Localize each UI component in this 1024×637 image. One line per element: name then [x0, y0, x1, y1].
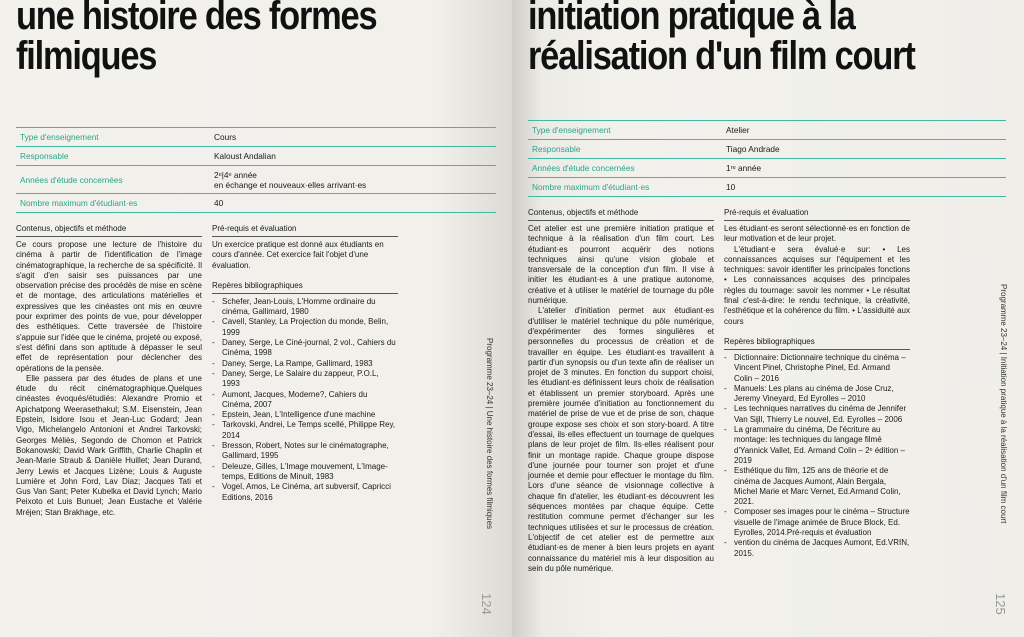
contenus-column [16, 224, 202, 518]
paragraph: L'atelier d'initiation permet aux étudiant·es d'utiliser le matériel technique du pôle numérique, d'expérimenter des formes singulières et personnelles du processus de création et de travailler en équipe. Les étudiant·es travaillent à partir d'un synopsis ou d'un texte afin de réaliser un projet de 3 minutes. En fonction du support choisi, les étudiant·es définissent leurs choix de réalisation et établissent un premier storyboard. Après une première journée d'initiation au fonctionnement du matériel de prise de vue et de prise de son, chaque groupe expose ses choix et son story-board. A titre d'essai, ils·elles effectuent un tournage de quelques plans de leur projet de film. Ils·elles réalisent pour finir un montage rapide. Chaque groupe dispose d'une journée pour tourner son projet et d'une journée et demie pour effectuer le montage du film. Lors d'une séance de visionnage collective à chaque fin d'atelier, les étudiant·es découvrent les séquences montées par chaque équipe. Cette restitution commune permet d'échanger sur les techniques utilisées et sur le processus de création. L'objectif de cet atelier est de permettre aux étudiant·es de mener à bien leurs projets en ayant connaissance du matériel mis à leur disposition au sein du pôle numérique. [528, 306, 714, 573]
section-heading: Contenus, objectifs et méthode [528, 208, 714, 221]
list-item: - Epstein, Jean, L'Intelligence d'une machine [212, 410, 398, 420]
info-label: Type d'enseignement [532, 125, 611, 135]
running-header: Programme 23–24 | Initiation pratique à la réalisation d'un film court [999, 284, 1008, 524]
list-item: - La grammaire du cinéma, De l'écriture au montage: les techniques du langage filmé d'Yannick Vallet, Ed. Armand Colin – 2ᵉ édition – 2019 [724, 425, 910, 466]
running-header: Programme 23–24 | Une histoire des formes filmiques [485, 338, 494, 530]
prerequis-column [724, 208, 910, 559]
section-heading: Repères bibliographiques [212, 281, 398, 294]
contenus-column [528, 208, 714, 574]
section-heading: Contenus, objectifs et méthode [16, 224, 202, 237]
section-heading: Pré-requis et évaluation [724, 208, 910, 221]
page-number: 125 [993, 593, 1008, 615]
list-item: - Esthétique du film, 125 ans de théorie et de cinéma de Jacques Aumont, Alain Bergala, Michel Marie et Marc Vernet, Ed.Armand Colin, 2021. [724, 466, 910, 507]
list-item: - Manuels: Les plans au cinéma de Jose Cruz, Jeremy Vineyard, Ed Eyrolles – 2010 [724, 384, 910, 405]
info-row-type [16, 128, 496, 147]
course-title [528, 0, 915, 76]
paragraph: Elle passera par des études de plans et une étude du récit cinématographique.Quelques cinéastes évoqués/étudiés: Alexandre Promio et Apichatpong Weerasethakul; S.M. Eisenstein, Jean Epstein, Isidore Isou et Jean-Luc Godard; Jean Vigo, Michelangelo Antonioni et Andrei Tarkovski; Georges Méliès, Segondo de Chomon et Patrick Bokanowski; David Wark Griffith, Charlie Chaplin et Jean-Marie Straub & Danièle Huillet; Jean Durand, Jerry Lewis et Jacques Lizène; Louis & Auguste Lumière et John Ford, Lav Diaz; Jacques Tati et Gus Van Sant; Peter Kubelka et David Lynch; Mario Peixoto et Luis Bunuel; Jean Eustache et Valérie Mréjen; Stan Brakhage, etc. [16, 373, 202, 517]
info-value: 2ᵉ|4ᵉ année en échange et nouveaux·elles arrivant·es [214, 170, 367, 190]
paragraph: Un exercice pratique est donné aux étudiants en cours d'année. Cet exercice fait l'objet d'une évaluation. [212, 240, 384, 270]
info-row-max-students [16, 194, 496, 213]
paragraph: Cet atelier est une première initiation pratique et technique à la réalisation d'un film court. Les étudiant·es pourront acquérir des notions techniques ainsi qu'une vision globale et transversale de la conception d'un film. Il vise à initier les étudiant·es à une pratique autonome, créative et à utiliser le matériel de tournage du pôle numérique. [528, 224, 714, 306]
info-value: 1ʳᵉ année [726, 163, 762, 173]
info-value: Atelier [726, 125, 750, 135]
info-value: 10 [726, 182, 736, 192]
course-title [16, 0, 376, 76]
info-label: Type d'enseignement [20, 132, 99, 142]
list-item: - Daney, Serge, Le Salaire du zappeur, P.O.L, 1993 [212, 369, 398, 390]
list-item: - Daney, Serge, Le Ciné-journal, 2 vol., Cahiers du Cinéma, 1998 [212, 338, 398, 359]
course-info-table [528, 120, 1006, 197]
list-item: - Vogel, Amos, Le Cinéma, art subversif, Capricci Editions, 2016 [212, 482, 398, 503]
page-number: 124 [479, 593, 494, 615]
info-label: Responsable [532, 144, 581, 154]
list-item: - Bresson, Robert, Notes sur le cinématographe, Gallimard, 1995 [212, 441, 398, 462]
list-item: - Dictionnaire: Dictionnaire technique du cinéma – Vincent Pinel, Christophe Pinel, Ed. Armand Colin – 2016 [724, 353, 910, 384]
info-label: Responsable [20, 151, 69, 161]
info-label: Nombre maximum d'étudiant·es [532, 182, 650, 192]
paragraph: Ce cours propose une lecture de l'histoire du cinéma à partir de l'identification de l'image cinématographique, la recherche de sa spécificité. Il s'agit d'en saisir ses puissances par une observation précise des procédés de mise en scène et de montage, des articulations matérielles et expressives que les cinéastes ont mis en œuvre pour exprimer des points de vue, pour développer des esthétiques. Cette traversée de l'histoire s'appuie sur l'idée que le cinéma, projeté ou exposé, s'est défini dans son aptitude à dépasser le seul effet de représentation pour déclencher des opérations de la pensée. [16, 240, 202, 373]
list-item: - Composer ses images pour le cinéma – Structure visuelle de l'image animée de Bruce Block, Ed. Eyrolles, 2014.Pré-requis et évaluation [724, 507, 910, 538]
title-line: une histoire des formes [16, 0, 377, 38]
info-label: Années d'étude concernées [20, 174, 123, 185]
info-value: Kaloust Andalian [214, 151, 276, 161]
list-item: - Cavell, Stanley, La Projection du monde, Belin, 1999 [212, 317, 398, 338]
list-item: - Schefer, Jean-Louis, L'Homme ordinaire du cinéma, Gallimard, 1980 [212, 297, 398, 318]
info-row-annees [16, 166, 496, 194]
bibliography-list [724, 353, 910, 559]
list-item: - vention du cinéma de Jacques Aumont, Ed.VRIN, 2015. [724, 538, 910, 559]
info-value: Cours [214, 132, 237, 142]
paragraph: L'étudiant·e sera évalué·e sur: • Les connaissances acquises sur l'équipement et les techniques: savoir identifier les principales fonctions • Les connaissances acquises des principales règles du tournage: savoir les nommer • Le résultat final c'est-à-dire: le rendu technique, la créativité, l'esthétique et la cohérence du film. • L'assiduité aux cours [724, 244, 910, 326]
list-item: - Deleuze, Gilles, L'Image mouvement, L'Image-temps, Editions de Minuit, 1983 [212, 462, 398, 483]
title-line: filmiques [16, 34, 157, 78]
info-value: Tiago Andrade [726, 144, 780, 154]
section-heading: Pré-requis et évaluation [212, 224, 398, 237]
section-heading: Repères bibliographiques [724, 337, 910, 350]
title-line: réalisation d'un film court [528, 34, 915, 78]
info-row-max-students [528, 178, 1006, 197]
list-item: - Les techniques narratives du cinéma de Jennifer Van Sijll, Thierry Le nouvel, Ed. Eyrolles – 2006 [724, 404, 910, 425]
info-row-responsable [16, 147, 496, 166]
info-row-responsable [528, 140, 1006, 159]
bibliography-list [212, 297, 398, 503]
info-row-annees [528, 159, 1006, 178]
info-label: Nombre maximum d'étudiant·es [20, 198, 138, 208]
prerequis-column [212, 224, 398, 503]
paragraph: Les étudiant·es seront sélectionné·es en fonction de leur motivation et de leur projet. [724, 224, 910, 244]
right-page [512, 0, 1024, 637]
title-line: initiation pratique à la [528, 0, 855, 38]
info-value: 40 [214, 198, 224, 208]
info-label: Années d'étude concernées [532, 163, 635, 173]
list-item: - Aumont, Jacques, Moderne?, Cahiers du Cinéma, 2007 [212, 390, 398, 411]
info-row-type [528, 121, 1006, 140]
list-item: - Tarkovski, Andrei, Le Temps scellé, Philippe Rey, 2014 [212, 420, 398, 441]
course-info-table [16, 127, 496, 213]
list-item: - Daney, Serge, La Rampe, Gallimard, 1983 [212, 359, 398, 369]
